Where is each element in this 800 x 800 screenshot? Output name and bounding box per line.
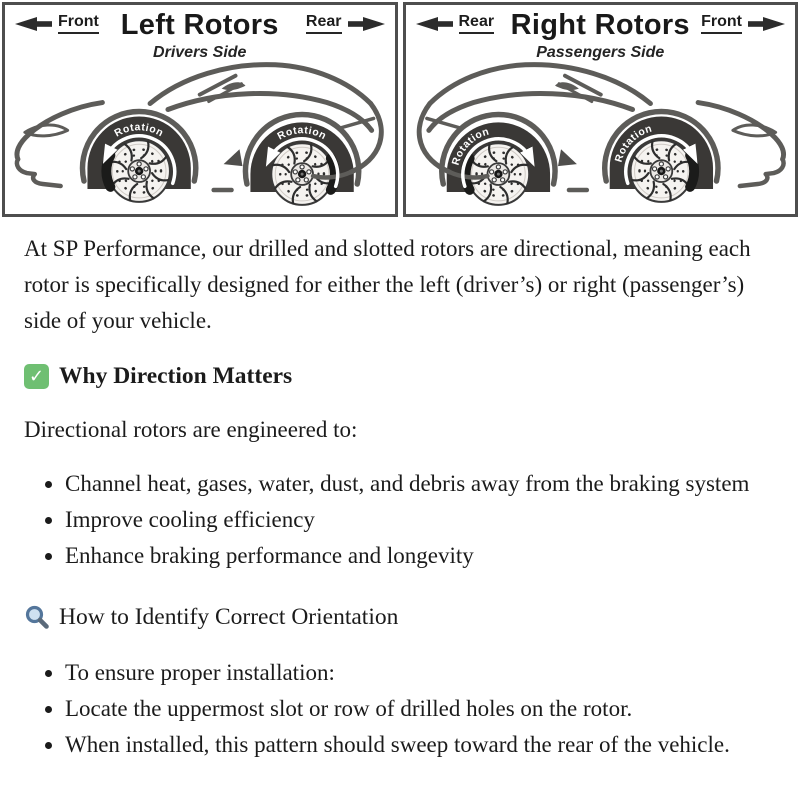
right-rotors-panel bbox=[403, 2, 799, 217]
passengers-side-subtitle: Passengers Side bbox=[536, 44, 665, 61]
list-item: • Enhance braking performance and longevity bbox=[65, 538, 765, 574]
rotation-label: Rotation bbox=[112, 122, 166, 140]
drivers-side-subtitle: Drivers Side bbox=[153, 44, 247, 61]
list-item: • To ensure proper installation: bbox=[65, 655, 765, 691]
identify-orientation-heading bbox=[24, 604, 770, 631]
arrow-left-icon bbox=[15, 16, 53, 32]
rear-label: Rear bbox=[306, 13, 342, 34]
article bbox=[0, 217, 800, 763]
list-item: • Improve cooling efficiency bbox=[65, 502, 765, 538]
magnifier-icon bbox=[24, 604, 51, 631]
rotation-label: Rotation bbox=[450, 126, 491, 167]
engineered-lead: Directional rotors are engineered to: bbox=[24, 416, 358, 442]
rotation-label: Rotation bbox=[275, 125, 329, 143]
list-item: • Channel heat, gases, water, dust, and debris away from the braking system bbox=[65, 466, 765, 502]
rotation-label: Rotation bbox=[613, 123, 654, 164]
benefits-list bbox=[24, 466, 770, 574]
arrow-right-icon bbox=[347, 16, 385, 32]
left-rotors-title: Left Rotors bbox=[120, 9, 279, 41]
heading-text: Why Direction Matters bbox=[59, 362, 293, 389]
orientation-list bbox=[24, 655, 770, 763]
check-icon: ✓ bbox=[24, 364, 49, 389]
list-item: • When installed, this pattern should sweep toward the rear of the vehicle. bbox=[65, 727, 765, 763]
intro-paragraph: At SP Performance, our drilled and slotted rotors are directional, meaning each rotor is specifically designed for either the left (driver’s) or right (passenger’s) side of your vehicle. bbox=[24, 236, 751, 333]
front-direction bbox=[701, 13, 785, 34]
left-panel-header bbox=[5, 5, 395, 59]
rear-label: Rear bbox=[459, 13, 495, 34]
rotor-direction-diagram bbox=[0, 0, 800, 217]
rear-direction bbox=[306, 13, 385, 34]
left-rotors-panel bbox=[2, 2, 398, 217]
front-label: Front bbox=[701, 13, 742, 34]
arrow-left-icon bbox=[416, 16, 454, 32]
arrow-right-icon bbox=[747, 16, 785, 32]
rear-direction bbox=[416, 13, 495, 34]
list-item: • Locate the uppermost slot or row of drilled holes on the rotor. bbox=[65, 691, 765, 727]
front-direction bbox=[15, 13, 99, 34]
why-direction-matters-heading bbox=[24, 363, 770, 390]
right-rotors-title: Right Rotors bbox=[510, 9, 690, 41]
heading-text: How to Identify Correct Orientation bbox=[59, 603, 399, 630]
front-label: Front bbox=[58, 13, 99, 34]
right-panel-header bbox=[406, 5, 796, 59]
